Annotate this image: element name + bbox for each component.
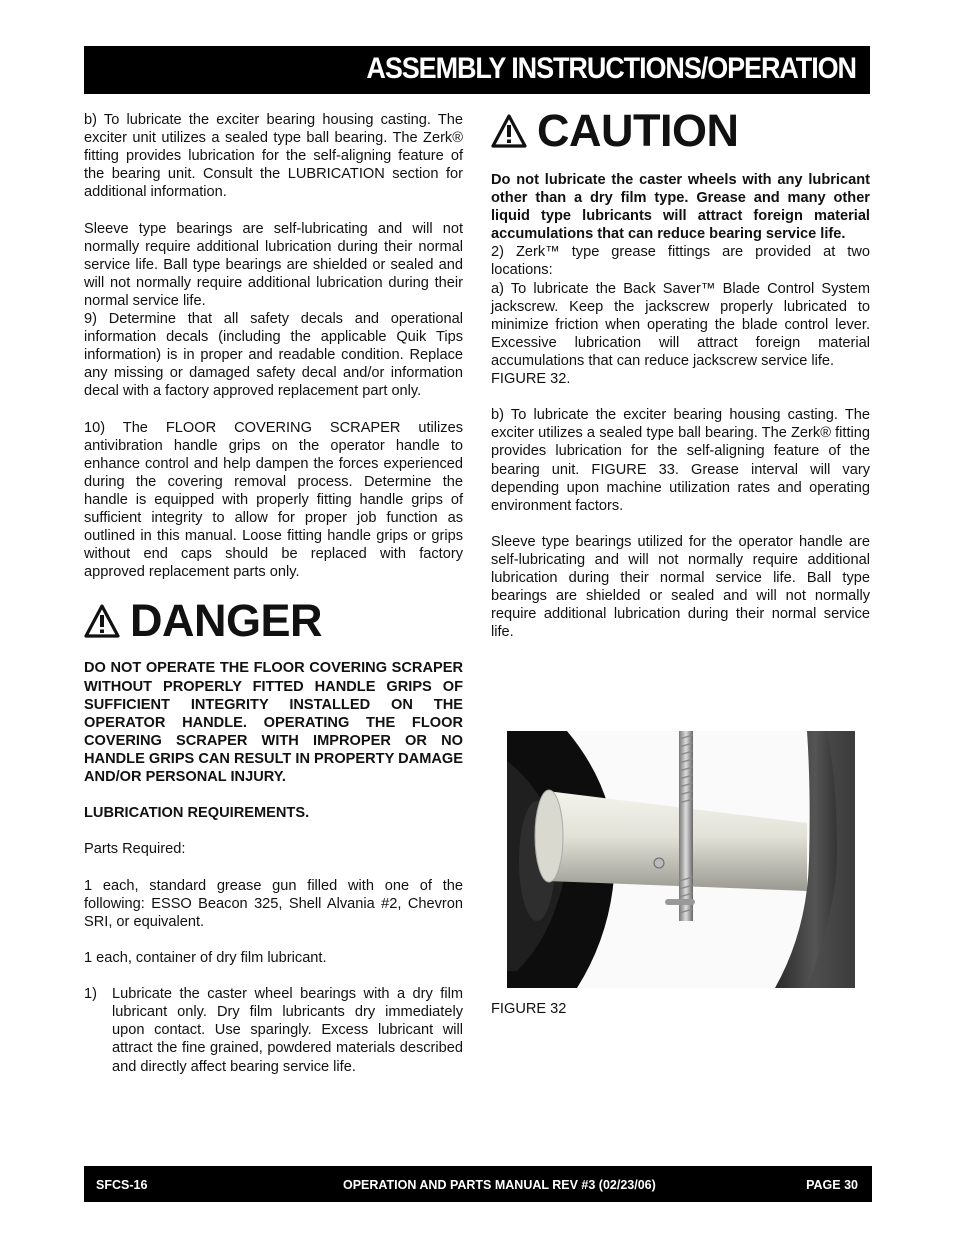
paragraph-step-10: 10) The FLOOR COVERING SCRAPER utilizes antivibration handle grips on the operator handle to enhance control and help dampen the forces experienced during the covering removal process. Determine the handle is equipped with properly fitting handle grips of sufficient integrity to allow for proper job function as outlined in this manual. Loose fitting handle grips or grips without end caps should be replaced with factory approved replacement parts only. — [84, 419, 463, 581]
footer-page-number: PAGE 30 — [806, 1178, 858, 1192]
paragraph-step-9: 9) Determine that all safety decals and operational information decals (including the applicable Quik Tips information) is in proper and readable condition. Replace any missing or damaged safety decal and/or information decal with a factory approved replacement part only. — [84, 311, 463, 400]
footer-model: SFCS-16 — [96, 1178, 148, 1192]
figure-caption: FIGURE 32 — [491, 1001, 567, 1017]
section-header-bar — [84, 46, 870, 94]
step-1 — [84, 985, 463, 1075]
figure-32-photo — [507, 731, 855, 988]
warning-triangle-icon — [84, 603, 120, 639]
right-column — [491, 105, 870, 641]
warning-triangle-icon — [491, 113, 527, 149]
caution-label: CAUTION — [537, 105, 739, 156]
dry-film-container-item: 1 each, container of dry film lubricant. — [84, 949, 327, 966]
paragraph-zerk-locations: 2) Zerk™ type grease fittings are provided at two locations: — [491, 244, 870, 279]
step-1-text: Lubricate the caster wheel bearings with a dry film lubricant only. Dry film lubricants dry immediately upon contact. Use sparingly. Excess lubricant will attract the fine grained, powdered materials described and directly affect bearing service life. — [112, 986, 463, 1075]
caution-heading — [491, 105, 870, 157]
lubrication-heading: LUBRICATION REQUIREMENTS. — [84, 805, 310, 822]
paragraph-sleeve-bearings: Sleeve type bearings are self-lubricating and will not normally require additional lubrication during their normal service life. Ball type bearings are shielded or sealed and will not normally require additional lubrication during their normal service life. — [84, 220, 463, 309]
figure-reference: FIGURE 32. — [491, 371, 571, 388]
section-title: ASSEMBLY INSTRUCTIONS/OPERATION — [366, 52, 856, 85]
jackscrew-photo-illustration — [507, 731, 855, 988]
caution-text: Do not lubricate the caster wheels with any lubricant other than a dry film type. Grease and many other liquid type lubricants will attract foreign material accumulations that can reduce bearing service life. — [491, 172, 870, 243]
danger-heading — [84, 595, 463, 647]
page-footer — [84, 1166, 872, 1202]
paragraph-exciter-grease: b) To lubricate the exciter bearing housing casting. The exciter utilizes a sealed type ball bearing. The Zerk® fitting provides lubrication for the self-aligning feature of the bearing unit. FIGURE 33. Grease interval will vary depending upon machine utilization rates and operating environment factors. — [491, 407, 870, 514]
paragraph-exciter-bearing: b) To lubricate the exciter bearing housing casting. The exciter unit utilizes a sealed type ball bearing. The Zerk® fitting provides lubrication for the self-aligning feature of the bearing unit. Consult the LUBRICATION section for additional information. — [84, 112, 463, 201]
paragraph-jackscrew: a) To lubricate the Back Saver™ Blade Control System jackscrew. Keep the jackscrew properly lubricated to minimize friction when operating the blade control lever. Excessive lubrication will attract foreign material accumulations that can reduce jackscrew service life. — [491, 280, 870, 369]
parts-required-label: Parts Required: — [84, 841, 186, 858]
step-1-number: 1) — [84, 986, 97, 1003]
danger-label: DANGER — [130, 595, 323, 647]
paragraph-handle-bearings: Sleeve type bearings utilized for the operator handle are self-lubricating and will not normally require additional lubrication during their normal service life. Ball type bearings are shielded or sealed and will not normally require additional lubrication during their normal service life. — [491, 533, 870, 641]
grease-gun-item: 1 each, standard grease gun filled with one of the following: ESSO Beacon 325, Shell Alvania #2, Chevron SRI, or equivalent. — [84, 877, 463, 930]
footer-manual-title: OPERATION AND PARTS MANUAL REV #3 (02/23/06) — [343, 1178, 656, 1192]
danger-text: DO NOT OPERATE THE FLOOR COVERING SCRAPER WITHOUT PROPERLY FITTED HANDLE GRIPS OF SUFFICIENT INTEGRITY INSTALLED ON THE OPERATOR HANDLE. OPERATING THE FLOOR COVERING SCRAPER WITH IMPROPER OR NO HANDLE GRIPS CAN RESULT IN PROPERTY DAMAGE AND/OR PERSONAL INJURY. — [84, 660, 463, 785]
left-column — [84, 111, 463, 1076]
